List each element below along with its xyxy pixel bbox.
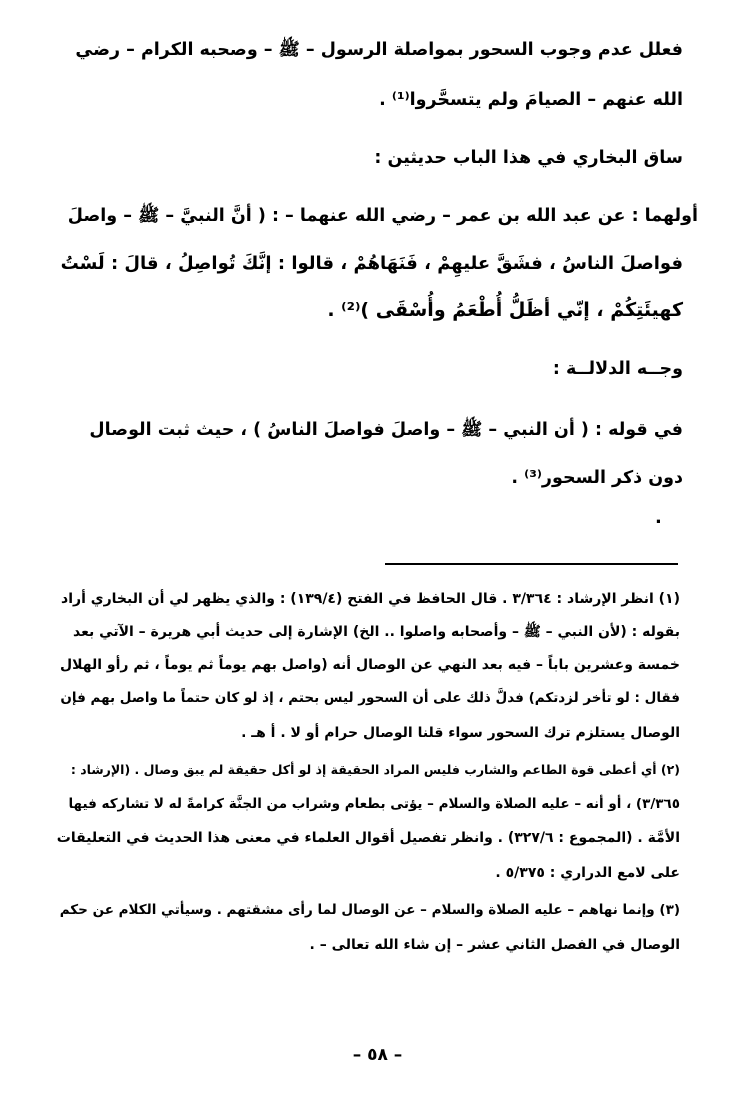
footnote-separator — [385, 563, 678, 565]
evidence-line: دون ذكر السحور⁽³⁾ . — [511, 468, 683, 488]
footnote-line: خمسة وعشرين باباً – فيه بعد النهي عن الوصال أنه (واصل بهم يوماً ثم يوماً ، ثم رأو الهلال — [59, 657, 680, 673]
footnote-line: على لامع الدراري : ٥/٣٧٥ . — [495, 865, 680, 881]
footnote-line: (١) انظر الإرشاد : ٣/٣٦٤ . قال الحافظ في الفتح (١٣٩/٤) : والذي يظهر لي أن البخاري أراد — [61, 591, 680, 607]
first-hadith-label: أولهما : — [631, 206, 698, 226]
hadith-line: فواصلَ الناسُ ، فشَقَّ عليهِمْ ، فَنَهَاهُمْ ، قالوا : إنَّكَ تُواصِلُ ، قالَ : لَسْتُ — [60, 253, 683, 274]
hadith-line — [55, 202, 698, 230]
hadith-text: عن عبد الله بن عمر – رضي الله عنهما – : ( أنَّ النبيَّ – ﷺ – واصلَ — [67, 206, 626, 226]
footnote-line: (٢) أي أعطى قوة الطاعم والشارب فليس المراد الحقيقة إذ لو أكل حقيقة لم يبق وصال . (الإرشاد : — [70, 762, 680, 777]
footnote-line: ٣/٣٦٥) ، أو أنه – عليه الصلاة والسلام – يؤتى بطعام وشراب من الجنَّة كرامةً له لا تشاركه فيها — [68, 796, 680, 812]
evidence-line: في قوله : ( أن النبي – ﷺ – واصلَ فواصلَ الناسُ ) ، حيث ثبت الوصال — [89, 420, 683, 440]
footnote-line: فقال : لو تأخر لزدتكم) فدلَّ ذلك على أن السحور ليس بحتم ، إذ لو كان حتماً ما واصل بهم فإن — [60, 690, 680, 706]
paragraph-line: الله عنهم – الصيامَ ولم يتسحَّروا⁽¹⁾ . — [379, 90, 683, 110]
hadith-line: كهيئَتِكُمْ ، إنّي أظَلُّ أُطْعَمُ وأُسْقَى )⁽²⁾ . — [327, 299, 683, 321]
footnote-line: الوصال في الفصل الثاني عشر – إن شاء الله تعالى – . — [309, 937, 680, 953]
stray-dot: . — [655, 507, 662, 528]
footnote-line: بقوله : (لأن النبي – ﷺ – وأصحابه واصلوا .. الخ) الإشارة إلى حديث أبي هريرة – الآتي بعد — [73, 624, 680, 640]
footnote-line: الوصال يستلزم ترك السحور سواء قلنا الوصال حرام أو لا . أ هـ . — [241, 725, 680, 741]
intro-line: ساق البخاري في هذا الباب حديثين : — [374, 148, 683, 168]
page-number: – ٥٨ – — [352, 1045, 403, 1065]
footnote-line: (٣) وإنما نهاهم – عليه الصلاة والسلام – عن الوصال لما رأى مشقتهم . وسيأتي الكلام عن حكم — [59, 902, 680, 918]
paragraph-line: فعلل عدم وجوب السحور بمواصلة الرسول – ﷺ – وصحبه الكرام – رضي — [75, 40, 683, 60]
footnote-line: الأمَّة . (المجموع : ٣٢٧/٦) . وانظر تفصيل أقوال العلماء في معنى هذا الحديث في التعليقات — [56, 830, 680, 846]
section-heading: وجــه الدلالــة : — [552, 359, 683, 379]
